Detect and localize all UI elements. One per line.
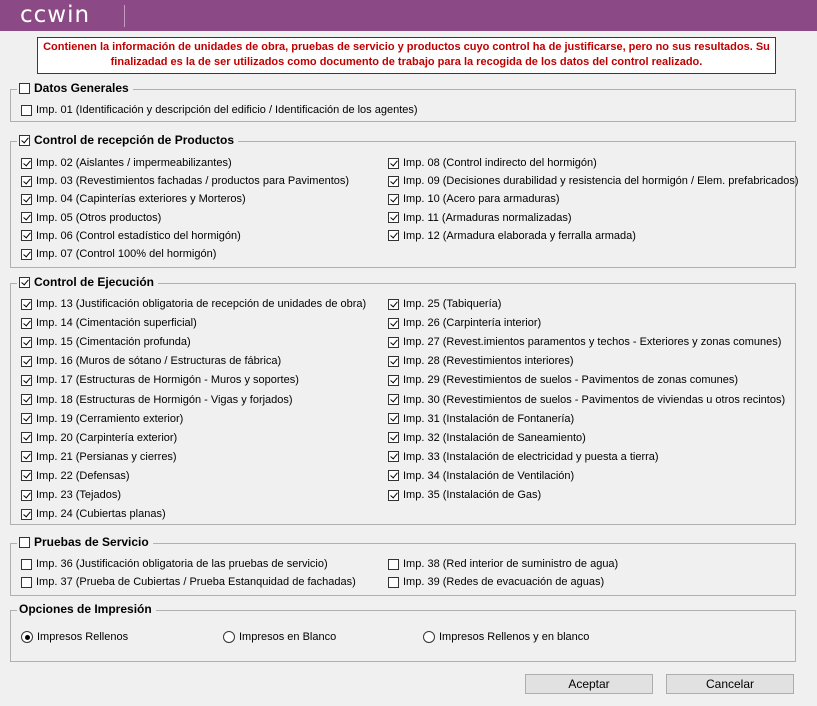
recepcion-right-checkbox[interactable] (388, 158, 399, 169)
group-recepcion-productos (10, 133, 799, 268)
recepcion-left-label: Imp. 02 (Aislantes / impermeabilizantes) (36, 157, 232, 169)
ejecucion-right-label: Imp. 27 (Revest.imientos paramentos y techos - Exteriores y zonas comunes) (403, 336, 782, 349)
ejecucion-right-label: Imp. 32 (Instalación de Saneamiento) (403, 431, 586, 444)
ejecucion-right-label: Imp. 28 (Revestimientos interiores) (403, 355, 574, 368)
pruebas-right-label: Imp. 38 (Red interior de suministro de agua) (403, 558, 619, 570)
recepcion-left-label: Imp. 07 (Control 100% del hormigón) (36, 248, 217, 260)
group-datos-generales-header[interactable] (17, 81, 133, 95)
recepcion-right-checkbox[interactable] (388, 212, 399, 223)
ejecucion-right-option[interactable] (388, 487, 541, 503)
group-datos-generales (10, 81, 796, 122)
ejecucion-left-option[interactable] (21, 315, 197, 331)
ejecucion-left-option[interactable] (21, 372, 299, 388)
group-control-ejecucion (10, 275, 796, 525)
recepcion-right-checkbox[interactable] (388, 176, 399, 187)
recepcion-right-checkbox[interactable] (388, 194, 399, 205)
ejecucion-left-label: Imp. 20 (Carpintería exterior) (36, 431, 178, 444)
pruebas-left-label: Imp. 37 (Prueba de Cubiertas / Prueba Estanquidad de fachadas) (36, 576, 356, 588)
ejecucion-right-checkbox[interactable] (388, 413, 399, 424)
ejecucion-left-checkbox[interactable] (21, 356, 32, 367)
recepcion-left-option[interactable] (21, 210, 161, 226)
recepcion-right-option[interactable] (388, 191, 560, 207)
ejecucion-left-label: Imp. 16 (Muros de sótano / Estructuras de fábrica) (36, 355, 282, 368)
ejecucion-left-label: Imp. 22 (Defensas) (36, 469, 130, 482)
ejecucion-right-label: Imp. 29 (Revestimientos de suelos - Pavimentos de zonas comunes) (403, 374, 739, 387)
ejecucion-right-label: Imp. 26 (Carpintería interior) (403, 317, 542, 330)
ejecucion-left-checkbox[interactable] (21, 337, 32, 348)
recepcion-left-option[interactable] (21, 228, 241, 244)
pruebas-left-checkbox[interactable] (21, 577, 32, 588)
recepcion-left-checkbox[interactable] (21, 212, 32, 223)
pruebas-right-checkbox[interactable] (388, 559, 399, 570)
pruebas-left-option[interactable] (21, 556, 328, 572)
title-bar (0, 0, 817, 31)
radio-impresos-blanco-button[interactable] (223, 631, 235, 643)
ejecucion-right-checkbox[interactable] (388, 375, 399, 386)
ejecucion-right-label: Imp. 35 (Instalación de Gas) (403, 489, 542, 501)
ejecucion-left-option[interactable] (21, 487, 121, 503)
ejecucion-right-label: Imp. 34 (Instalación de Ventilación) (403, 469, 575, 482)
app-logo: ccwin (20, 2, 91, 28)
recepcion-left-checkbox[interactable] (21, 230, 32, 241)
ejecucion-left-label: Imp. 17 (Estructuras de Hormigón - Muros y soportes) (36, 374, 299, 387)
ejecucion-right-checkbox[interactable] (388, 451, 399, 462)
ejecucion-left-checkbox[interactable] (21, 509, 32, 520)
recepcion-right-checkbox[interactable] (388, 230, 399, 241)
recepcion-right-label: Imp. 10 (Acero para armaduras) (403, 193, 560, 206)
recepcion-right-label: Imp. 12 (Armadura elaborada y ferralla armada) (403, 229, 636, 242)
radio-impresos-blanco[interactable] (223, 629, 336, 645)
ejecucion-right-option[interactable] (388, 430, 586, 446)
pruebas-left-option[interactable] (21, 574, 356, 590)
group-ejecucion-header[interactable] (17, 275, 158, 289)
ejecucion-left-checkbox[interactable] (21, 470, 32, 481)
group-ejecucion-title: Control de Ejecución (34, 275, 155, 289)
radio-impresos-ambos[interactable] (423, 629, 589, 645)
ejecucion-right-checkbox[interactable] (388, 356, 399, 367)
ejecucion-right-label: Imp. 31 (Instalación de Fontanería) (403, 412, 575, 425)
recepcion-right-label: Imp. 09 (Decisiones durabilidad y resistencia del hormigón / Elem. prefabricados) (403, 175, 799, 188)
cancel-button[interactable]: Cancelar (666, 674, 794, 694)
group-pruebas-title: Pruebas de Servicio (34, 535, 149, 549)
ejecucion-left-label: Imp. 21 (Persianas y cierres) (36, 450, 177, 463)
ejecucion-left-option[interactable] (21, 449, 177, 465)
ejecucion-left-label: Imp. 23 (Tejados) (36, 489, 121, 501)
recepcion-left-option[interactable] (21, 191, 246, 207)
group-recepcion-title: Control de recepción de Productos (34, 133, 235, 147)
group-datos-generales-title: Datos Generales (34, 81, 129, 95)
recepcion-left-option[interactable] (21, 173, 349, 189)
pruebas-right-label: Imp. 39 (Redes de evacuación de aguas) (403, 576, 605, 588)
ejecucion-right-option[interactable] (388, 372, 738, 388)
recepcion-left-checkbox[interactable] (21, 249, 32, 260)
recepcion-left-option[interactable] (21, 155, 232, 171)
recepcion-right-option[interactable] (388, 228, 636, 244)
ejecucion-left-option[interactable] (21, 296, 366, 312)
group-opciones-impresion (10, 602, 796, 662)
radio-impresos-rellenos-button[interactable] (21, 631, 33, 643)
radio-impresos-rellenos[interactable] (21, 629, 128, 645)
ejecucion-left-option[interactable] (21, 468, 130, 484)
imp-01-checkbox[interactable] (21, 105, 32, 116)
group-recepcion-checkbox[interactable] (19, 135, 30, 146)
info-notice: Contienen la información de unidades de obra, pruebas de servicio y productos cuyo control ha de justificarse, pero no sus resultados. Su finalizadad es la de ser utilizados como documento de trabajo para la recogida de los datos del control realizado. (37, 37, 776, 74)
ejecucion-right-checkbox[interactable] (388, 394, 399, 405)
ejecucion-left-checkbox[interactable] (21, 413, 32, 424)
recepcion-left-checkbox[interactable] (21, 194, 32, 205)
group-pruebas-servicio (10, 535, 796, 596)
recepcion-left-checkbox[interactable] (21, 158, 32, 169)
recepcion-left-checkbox[interactable] (21, 176, 32, 187)
ejecucion-right-checkbox[interactable] (388, 318, 399, 329)
ejecucion-left-label: Imp. 13 (Justificación obligatoria de recepción de unidades de obra) (36, 298, 367, 310)
recepcion-right-label: Imp. 08 (Control indirecto del hormigón) (403, 157, 597, 169)
ejecucion-right-checkbox[interactable] (388, 299, 399, 310)
ejecucion-left-label: Imp. 24 (Cubiertas planas) (36, 508, 166, 521)
ejecucion-right-checkbox[interactable] (388, 470, 399, 481)
ejecucion-right-option[interactable] (388, 353, 574, 369)
ejecucion-left-option[interactable] (21, 430, 177, 446)
pruebas-left-checkbox[interactable] (21, 559, 32, 570)
ejecucion-left-label: Imp. 15 (Cimentación profunda) (36, 336, 191, 349)
recepcion-right-option[interactable] (388, 173, 799, 189)
recepcion-left-label: Imp. 03 (Revestimientos fachadas / productos para Pavimentos) (36, 175, 350, 188)
ejecucion-right-option[interactable] (388, 411, 574, 427)
radio-impresos-ambos-button[interactable] (423, 631, 435, 643)
ejecucion-left-option[interactable] (21, 506, 166, 522)
ejecucion-left-checkbox[interactable] (21, 394, 32, 405)
accept-button[interactable]: Aceptar (525, 674, 653, 694)
ejecucion-left-checkbox[interactable] (21, 432, 32, 443)
logo-divider (124, 5, 125, 27)
group-datos-generales-checkbox[interactable] (19, 83, 30, 94)
group-opciones-header (17, 602, 156, 616)
ejecucion-right-label: Imp. 30 (Revestimientos de suelos - Pavimentos de viviendas u otros recintos) (403, 393, 786, 406)
recepcion-left-option[interactable] (21, 246, 216, 262)
ejecucion-left-checkbox[interactable] (21, 299, 32, 310)
ejecucion-right-option[interactable] (388, 468, 574, 484)
group-pruebas-header[interactable] (17, 535, 153, 549)
pruebas-right-option[interactable] (388, 574, 604, 590)
imp-01-option[interactable] (21, 102, 418, 118)
ejecucion-left-checkbox[interactable] (21, 451, 32, 462)
recepcion-right-option[interactable] (388, 155, 597, 171)
radio-impresos-rellenos-label: Impresos Rellenos (37, 631, 129, 643)
group-pruebas-checkbox[interactable] (19, 537, 30, 548)
recepcion-left-label: Imp. 04 (Capinterías exteriores y Morteros) (36, 193, 246, 206)
group-recepcion-header[interactable] (17, 133, 238, 147)
ejecucion-right-checkbox[interactable] (388, 337, 399, 348)
ejecucion-right-option[interactable] (388, 392, 785, 408)
ejecucion-left-checkbox[interactable] (21, 490, 32, 501)
ejecucion-left-label: Imp. 14 (Cimentación superficial) (36, 317, 197, 330)
pruebas-right-option[interactable] (388, 556, 618, 572)
ejecucion-left-option[interactable] (21, 392, 293, 408)
ejecucion-left-label: Imp. 19 (Cerramiento exterior) (36, 412, 184, 425)
ejecucion-left-checkbox[interactable] (21, 318, 32, 329)
ejecucion-right-label: Imp. 25 (Tabiquería) (403, 298, 502, 310)
ejecucion-right-option[interactable] (388, 449, 659, 465)
ejecucion-left-option[interactable] (21, 334, 191, 350)
ejecucion-right-option[interactable] (388, 315, 541, 331)
ejecucion-right-checkbox[interactable] (388, 432, 399, 443)
ejecucion-left-option[interactable] (21, 353, 281, 369)
ejecucion-left-checkbox[interactable] (21, 375, 32, 386)
recepcion-right-label: Imp. 11 (Armaduras normalizadas) (403, 211, 572, 224)
recepcion-right-option[interactable] (388, 210, 572, 226)
imp-01-label: Imp. 01 (Identificación y descripción del edificio / Identificación de los agentes) (36, 104, 418, 116)
ejecucion-right-option[interactable] (388, 296, 501, 312)
radio-impresos-blanco-label: Impresos en Blanco (239, 631, 337, 643)
ejecucion-left-label: Imp. 18 (Estructuras de Hormigón - Vigas y forjados) (36, 393, 293, 406)
ejecucion-right-checkbox[interactable] (388, 490, 399, 501)
recepcion-left-label: Imp. 06 (Control estadístico del hormigón) (36, 229, 241, 242)
recepcion-left-label: Imp. 05 (Otros productos) (36, 211, 162, 224)
pruebas-right-checkbox[interactable] (388, 577, 399, 588)
group-opciones-title: Opciones de Impresión (19, 602, 152, 616)
pruebas-left-label: Imp. 36 (Justificación obligatoria de las pruebas de servicio) (36, 558, 328, 570)
radio-impresos-ambos-label: Impresos Rellenos y en blanco (439, 631, 590, 643)
ejecucion-right-option[interactable] (388, 334, 781, 350)
ejecucion-right-label: Imp. 33 (Instalación de electricidad y puesta a tierra) (403, 450, 659, 463)
group-ejecucion-checkbox[interactable] (19, 277, 30, 288)
ejecucion-left-option[interactable] (21, 411, 183, 427)
